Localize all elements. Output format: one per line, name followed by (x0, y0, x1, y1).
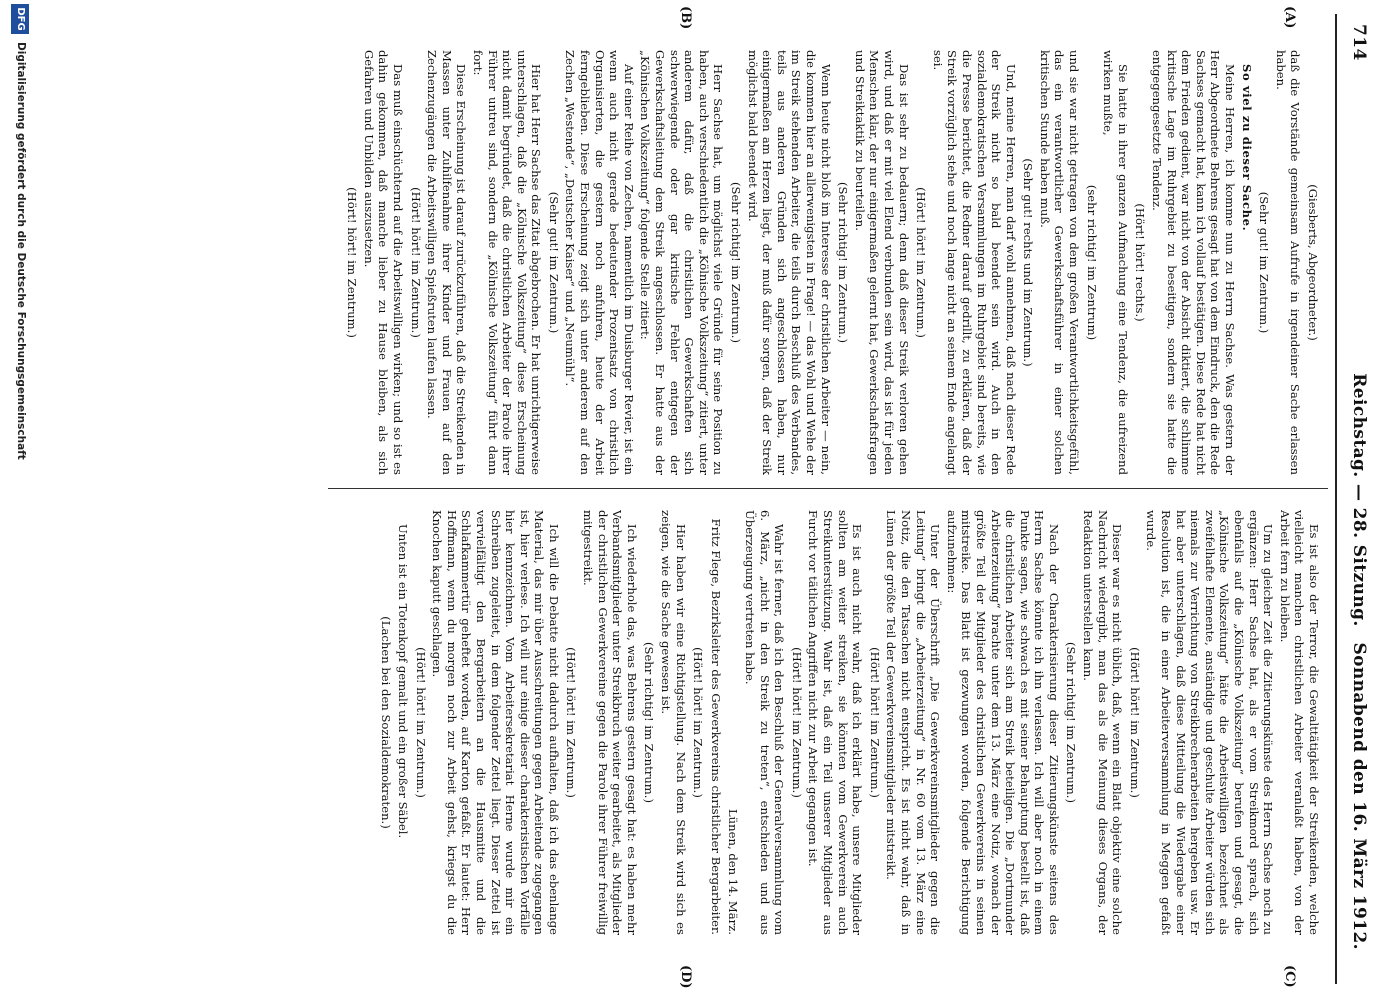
paragraph: Sie hatte in ihrer ganzen Aufmachung eine Tendenz, die aufreizend wirken mußte, (1101, 50, 1130, 475)
interjection: (Sehr gut! im Zentrum.) (1257, 191, 1272, 334)
interjection: (Hört! hört! im Zentrum.) (1127, 647, 1142, 798)
header-date: Sonnabend den 16. März 1912. (1349, 642, 1369, 950)
column-divider (328, 488, 1328, 489)
paragraph: Meine Herren, ich komme nun zu Herrn Sachse. Was gestern der Herr Abgeordnete Behrens gesagt hat von dem Eindruck, den die Rede Sachses gemacht hat, kann ich vollauf bestätigen. Diese Rede hat nicht dem Frieden gedient, war nicht von der Absicht diktiert, die schlimme kritische Lage im Ruhrgebiet zu beseitigen, sondern sie hatte die entgegengesetzte Tendenz. (1150, 50, 1238, 475)
paragraph: So viel zu dieser Sache. (1239, 64, 1254, 232)
quotation: Auf einer Reihe von Zechen, namentlich im Duisburger Revier, ist ein wenn auch nicht gerade bedeutender Prozentsatz von christlich Organisierten, die gestern noch anfuhren, heute der Arbeit ferngeblieben. Diese Erscheinung zeigt sich unter anderem auf den Zechen „Westende“, „Deutscher Kaiser“ und „Neumühl“. (563, 50, 636, 475)
quotation: Das muß einschüchternd auf die Arbeitswilligen wirken; und so ist es dahin gekommen, daß manche lieber zu Hause bleiben, als sich Gefahren und Unbilden auszusetzen. (361, 50, 405, 475)
signature-line: Fritz Flege, Bezirksleiter des Gewerkvereins christlicher Bergarbeiter. (708, 518, 723, 935)
quotation: Wahr ist ferner, daß ich den Beschluß der Generalversammlung vom 6. März, „nicht in den Streik zu treten“, entschieden und aus Überzeugung vertreten habe. (743, 510, 787, 935)
interjection: (Hört! hört! im Zentrum.) (564, 647, 579, 798)
paragraph: Dieser war es nicht üblich, daß, wenn ein Blatt objektiv eine solche Nachricht wiedergibt, man das als die Meinung dieses Organs, der Redaktion unterstellen kann. (1081, 510, 1125, 935)
margin-marker-a: (A) (1282, 6, 1297, 29)
page-footer (7, 0, 31, 1000)
interjection: (Sehr gut! im Zentrum.) (546, 191, 561, 334)
interjection: (Sehr richtig! im Zentrum.) (1064, 641, 1079, 803)
interjection: (sehr richtig! im Zentrum) (1084, 184, 1099, 341)
paragraph: Und, meine Herren, man darf wohl annehmen, daß nach dieser Rede der Streik nicht so bald beendet sein wird. Auch in den sozialdemokratischen Versammlungen im Ruhrgebiet sind bereits, wie die Presse berichtet, die Redner darauf gedrillt, zu erklären, daß der Streik vorzüglich stehe und noch lange nicht an seinem Ende angelangt sei. (930, 50, 1018, 475)
interjection: (Hört! hört! im Zentrum.) (914, 187, 929, 338)
interjection: (Sehr gut! rechts und im Zentrum.) (1021, 158, 1036, 367)
paragraph: Ich will die Debatte nicht dadurch aufhalten, daß ich das ebenlange Material, das mir über Ausschreitungen gegen Arbeitende zugegangen ist, hier verlese. Ich will nur einige dieser charakteristischen Vorfälle hier kennzeichnen. Vom Arbeitersekretariat Herne wurde mir ein Schreiben zugeleitet, in dem folgender Zettel liegt. Dieser Zettel ist vervielfältigt den Bergarbeitern an die Hausmitte und die Schlafkammertür geheftet worden, auf Karton gefaßt. Er lautet: Herr Hoffmann, wenn du morgen noch zur Arbeit gehst, kriegst du die Knochen kaputt geschlagen. (430, 510, 561, 935)
interjection: (Sehr richtig! im Zentrum.) (729, 181, 744, 343)
quotation: Es ist auch nicht wahr, daß ich erklärt habe, unsere Mitglieder sollten am weiter streiken, sie könnten vom Gewerkverein auch Streikunterstützung. Wahr ist, daß ein Teil unserer Mitglieder aus Furcht vor tätlichen Angriffen nicht zur Arbeit gegangen ist. (806, 510, 865, 935)
speaker-name: (Giesberts, Abgeordneter.) (1306, 184, 1320, 341)
paragraph: Hier hat Herr Sachse das Zitat abgebrochen. Er hat unrichtigerweise unterschlagen, daß die „Kölnische Volkszeitung“ diese Erscheinung nicht damit begründet, daß die christlichen Arbeiter der Parole ihrer Führer untreu sind, sondern die „Kölnische Volkszeitung“ führt dann fort: (470, 50, 544, 475)
interjection: (Sehr richtig! im Zentrum.) (836, 181, 851, 343)
paragraph: Hier haben wir eine Richtigstellung. Nach dem Streik wird sich es zeigen, wie die Sache gewesen ist. (659, 510, 688, 935)
paragraph: Es ist also der Terror, die Gewalttätigkeit der Streikenden, welche vielleicht manchen christlichen Arbeiter veranlaßt haben, von der Arbeit fern zu bleiben. (1277, 510, 1321, 935)
paragraph: Unten ist ein Totenkopf gemalt und ein großer Säbel. (395, 524, 410, 839)
interjection: (Hört! hört! rechts.) (1133, 203, 1148, 322)
header-rule (1335, 14, 1337, 984)
interjection: (Hört! hört! im Zentrum.) (408, 187, 423, 338)
paragraph: Ich wiederhole das, was Behrens gestern gesagt hat: es haben mehr Verbandsmitglieder unter Streikbruch weiter gearbeitet, als Mitglieder der christlichen Gewerkvereine gegen die Parole ihrer Führer freiwillig mitgestreikt. (581, 510, 639, 935)
quotation: Diese Erscheinung ist darauf zurückzuführen, daß die Streikenden in Massen unter Zuhilfenahme ihrer Kinder und Frauen auf den Zechenzugängen die Arbeitswilligen Spießruten laufen lassen. (425, 50, 469, 475)
paragraph: Um zu gleicher Zeit die Zitierungskünste des Herrn Sachse noch zu ergänzen: Herr Sachse hat, als er vom Streikmord sprach, sich ebenfalls auf die „Kölnische Volkszeitung“ berufen und gesagt, die „Kölnische Volkszeitung“ hätte die Arbeitswilligen bezeichnet als zweifelhafte Elemente, anständige und geschulte Arbeiter würden sich niemals zur Verrichtung von Streikbrecherarbeiten hergeben usw. Er hat aber unterschlagen, daß diese Mitteilung die Wiedergabe einer Resolution ist, die in einer Arbeiterversammlung in Meggen gefaßt wurde. (1144, 510, 1276, 935)
paragraph: und sie war nicht getragen von dem großen Verantwortlichkeitsgefühl, das ein verantwortlicher Gewerkschaftsführer in einer solchen kritischen Stunde haben muß. (1037, 50, 1082, 475)
paragraph: Nach der Charakterisierung dieser Zitierungskünste seitens des Herrn Sachse könnte ich ihn verlassen. Ich will aber noch in einem Punkte sagen, wie schwach es mit seiner Behauptung bestellt ist, daß die christlichen Arbeiter sich am Streik beteiligen. Die „Dortmunder Arbeiterzeitung“ brachte unter dem 13. März eine Notiz, wonach der größte Teil der Mitglieder des christlichen Gewerkvereins in seinen mitstreike. Das Blatt ist gezwungen worden, folgende Berichtigung aufzunehmen: (944, 510, 1061, 935)
interjection: (Hört! hört! im Zentrum.) (691, 647, 706, 798)
margin-marker-d: (D) (678, 965, 693, 989)
margin-marker-b: (B) (678, 6, 693, 30)
interjection: (Hört! hört! im Zentrum.) (345, 187, 360, 338)
margin-marker-c: (C) (1282, 965, 1297, 988)
quotation: Unter der Überschrift „Die Gewerkvereinsmitglieder gegen die Leitung“ bringt die „Arbeiterzeitung“ in Nr. 60 vom 13. März eine Notiz, die den Tatsachen nicht entspricht. Es ist nicht wahr, daß in Lünen der größte Teil der Gewerkvereinsmitglieder mitstreikt. (884, 510, 943, 935)
interjection: (Sehr richtig! im Zentrum.) (642, 641, 657, 803)
page-header (1339, 10, 1369, 990)
interjection: (Lachen bei den Sozialdemokraten.) (379, 616, 394, 829)
interjection: (Hört! hört! im Zentrum.) (413, 647, 428, 798)
dateline: Lünen, den 14. März. (726, 808, 741, 935)
right-column (101, 510, 1321, 935)
left-column (101, 50, 1321, 475)
paragraph: Wenn heute nicht bloß im Interesse der christlichen Arbeiter — nein, die kommen hier an allerwenigsten in Frage! — das Wohl und Wehe der im Streik stehenden Arbeiter, die teils durch Beschluß des Verbandes, teils aus anderen Gründen sich angeschlossen haben, nur einigermaßen am Herzen liegt, der muß dafür sorgen, daß der Streik möglichst bald beendet wird. (745, 50, 833, 475)
paragraph: Das ist sehr zu bedauern; denn daß dieser Streik verloren gehen wird, und daß er mit viel Elend verbunden sein wird, das ist für jeden Menschen klar, der nur einigermaßen gelernt hat, Gewerkschaftsfragen und Streiktaktik zu beurteilen. (852, 50, 911, 475)
interjection: (Hört! hört! im Zentrum.) (789, 647, 804, 798)
funding-notice: Digitalisierung gefördert durch die Deutsche Forschungsgemeinschaft (15, 42, 27, 460)
paragraph: daß die Vorstände gemeinsam Aufrufe in irgendeiner Sache erlassen haben. (1273, 50, 1303, 475)
interjection: (Hört! hört! im Zentrum.) (867, 647, 882, 798)
paragraph: Herr Sachse hat, um möglichst viele Gründe für seine Position zu haben, auch verschiedentlich die „Kölnische Volkszeitung“ zitiert, unter anderem dafür, daß die christlichen Gewerkschaften sich schwerwiegende oder gar kritische Fehler entgegen der Gewerkschaftsleitung dem Streik angeschlossen. Er hatte aus der „Kölnischen Volkszeitung“ folgende Stelle zitiert: (638, 50, 726, 475)
page-number: 714 (1349, 24, 1369, 61)
dfg-logo: DFG (11, 4, 29, 34)
header-title: Reichstag. — 28. Sitzung. (1349, 373, 1369, 627)
